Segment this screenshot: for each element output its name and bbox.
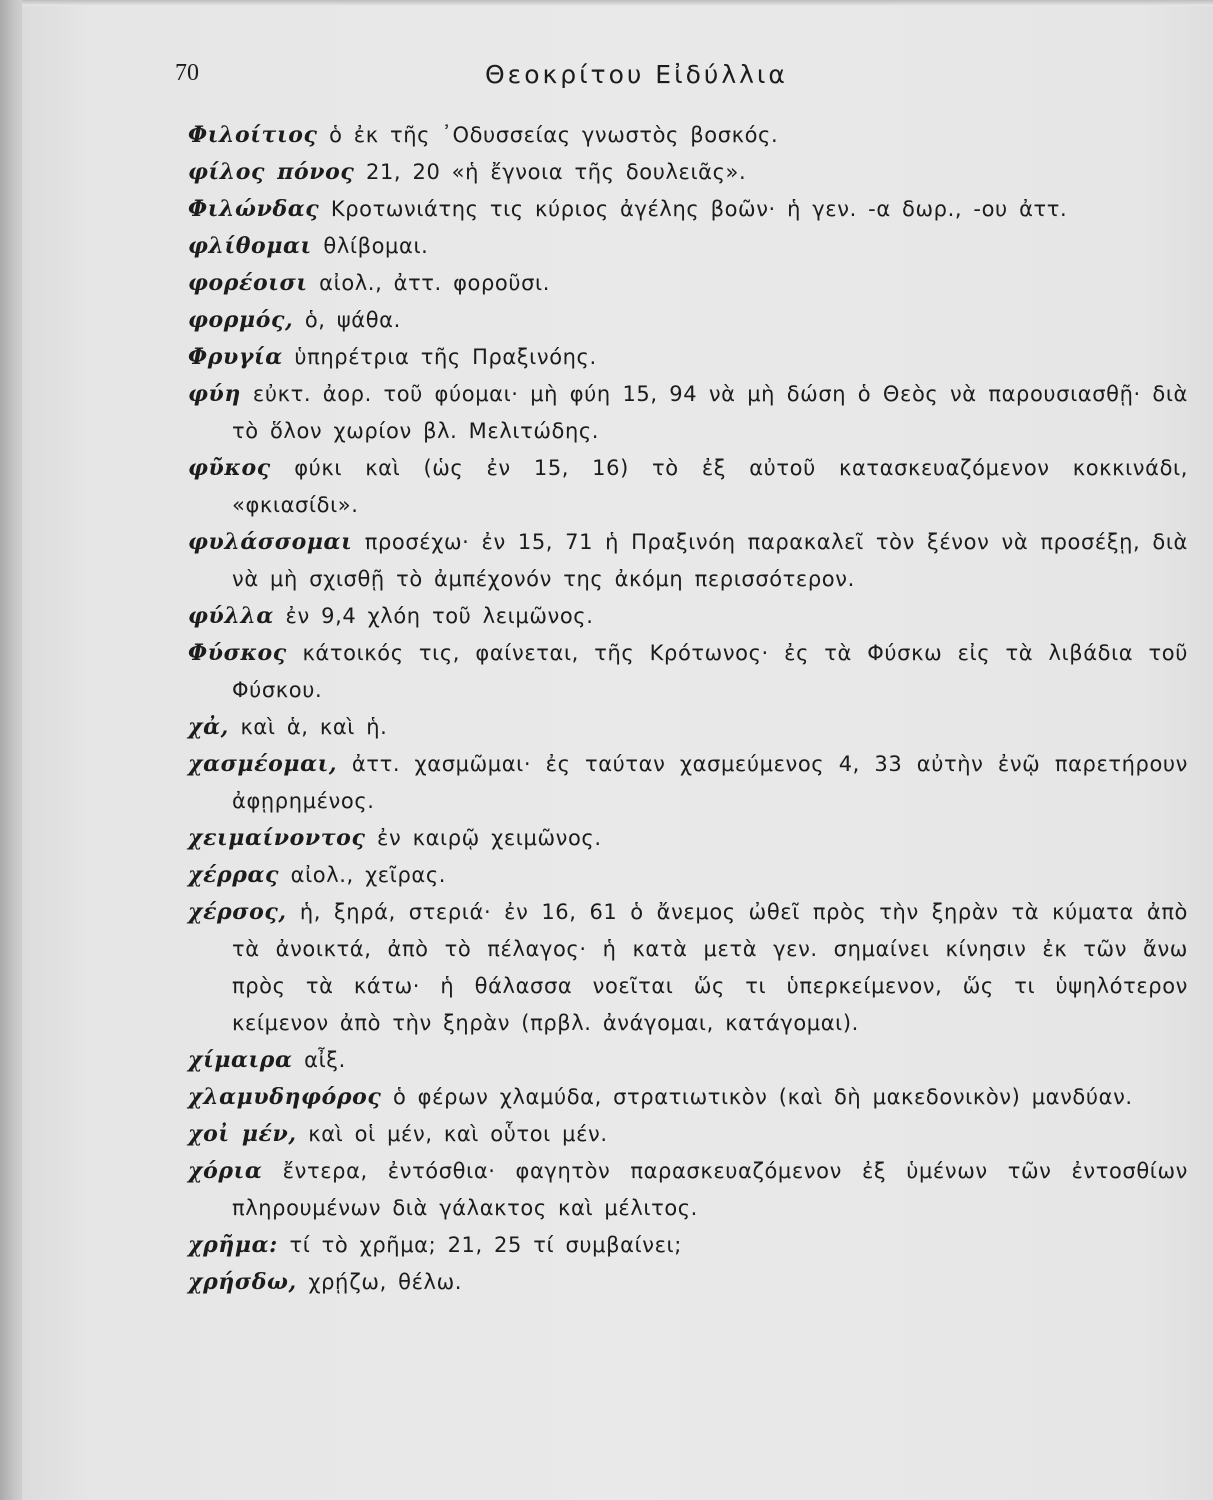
- entry-lemma: Φρυγία: [188, 344, 283, 370]
- entry-lemma: χίμαιρα: [188, 1047, 293, 1073]
- entry-lemma: χέρσος,: [188, 899, 287, 925]
- entry-lemma: Φιλώνδας: [188, 196, 320, 222]
- glossary-entry: [188, 339, 1188, 376]
- glossary-entry: [188, 1116, 1188, 1153]
- entry-lemma: χρήσδω,: [188, 1269, 297, 1295]
- entry-definition: ἐν καιρῷ χειμῶνος.: [377, 826, 602, 850]
- entry-definition: θλίβομαι.: [323, 234, 429, 258]
- glossary-entry: [188, 154, 1188, 191]
- entry-definition: αἰολ., χεῖρας.: [290, 863, 447, 887]
- entry-lemma: φορέοισι: [188, 270, 308, 296]
- glossary-entry: [188, 524, 1188, 598]
- entry-definition: τί τὸ χρῆμα; 21, 25 τί συμβαίνει;: [289, 1233, 682, 1257]
- entry-lemma: φίλος πόνος: [188, 159, 355, 185]
- entry-lemma: χοἰ μέν,: [188, 1121, 297, 1147]
- entry-definition: χρῄζω, θέλω.: [308, 1270, 463, 1294]
- entry-definition: φύκι καὶ (ὡς ἐν 15, 16) τὸ ἐξ αὐτοῦ κατασκευαζόμενον κοκκινάδι, «φκιασίδι».: [232, 456, 1189, 517]
- glossary-entry: [188, 1079, 1188, 1116]
- page-binding-edge: [0, 0, 22, 1500]
- running-title: Θεοκρίτου Εἰδύλλια: [485, 60, 788, 89]
- entry-lemma: φῦκος: [188, 455, 271, 481]
- entry-lemma: Φιλοίτιος: [188, 122, 318, 148]
- glossary-entry: [188, 1153, 1188, 1227]
- glossary-entry: [188, 709, 1188, 746]
- entry-definition: κάτοικός τις, φαίνεται, τῆς Κρότωνος· ἐς τὰ Φύσκω εἰς τὰ λιβάδια τοῦ Φύσκου.: [232, 641, 1188, 702]
- glossary-entry: [188, 1264, 1188, 1301]
- entry-definition: ἐν 9,4 χλόη τοῦ λειμῶνος.: [285, 604, 594, 628]
- glossary-entry: [188, 598, 1188, 635]
- entry-lemma: χλαμυδηφόρος: [188, 1084, 382, 1110]
- entry-definition: ὁ φέρων χλαμύδα, στρατιωτικὸν (καὶ δὴ μακεδονικὸν) μανδύαν.: [392, 1085, 1133, 1109]
- entry-definition: προσέχω· ἐν 15, 71 ἡ Πραξινόη παρακαλεῖ τὸν ξένον νὰ προσέξῃ, διὰ νὰ μὴ σχισθῇ τὸ ἀμπέχονόν της ἀκόμη περισσότερον.: [232, 530, 1188, 591]
- entry-definition: ὁ ἐκ τῆς ᾿Οδυσσείας γνωστὸς βοσκός.: [329, 123, 779, 147]
- entry-definition: Κροτωνιάτης τις κύριος ἀγέλης βοῶν· ἡ γεν. -α δωρ., -ου ἀττ.: [330, 197, 1068, 221]
- glossary-entry: [188, 302, 1188, 339]
- glossary-entry: [188, 376, 1188, 450]
- entry-definition: ἔντερα, ἐντόσθια· φαγητὸν παρασκευαζόμενον ἐξ ὑμένων τῶν ἐντοσθίων πληρουμένων διὰ γάλακτος καὶ μέλιτος.: [232, 1159, 1188, 1220]
- page-header: [175, 60, 1175, 100]
- glossary-entry: [188, 1227, 1188, 1264]
- glossary-entry: [188, 857, 1188, 894]
- entry-lemma: φορμός,: [188, 307, 294, 333]
- entry-lemma: χἀ,: [188, 714, 229, 740]
- entry-definition: αἶξ.: [304, 1048, 346, 1072]
- glossary-entry: [188, 265, 1188, 302]
- entry-lemma: φύλλα: [188, 603, 274, 629]
- glossary-entry: [188, 450, 1188, 524]
- entry-definition: ὁ, ψάθα.: [304, 308, 401, 332]
- entry-definition: καὶ οἱ μέν, καὶ οὗτοι μέν.: [308, 1122, 608, 1146]
- glossary-entry: [188, 117, 1188, 154]
- entry-lemma: χασμέομαι,: [188, 751, 338, 777]
- entry-lemma: χέρρας: [188, 862, 280, 888]
- entry-lemma: χρῆμα:: [188, 1232, 278, 1258]
- entry-definition: ἀττ. χασμῶμαι· ἐς ταύταν χασμεύμενος 4, 33 αὐτὴν ἐνῷ παρετήρουν ἀφῃρημένος.: [232, 752, 1189, 813]
- glossary-entry: [188, 191, 1188, 228]
- glossary-entry: [188, 635, 1188, 709]
- entry-definition: εὐκτ. ἀορ. τοῦ φύομαι· μὴ φύη 15, 94 νὰ μὴ δώση ὁ Θεὸς νὰ παρουσιασθῇ· διὰ τὸ ὅλον χωρίον βλ. Μελιτώδης.: [232, 382, 1188, 443]
- entry-lemma: χειμαίνοντος: [188, 825, 366, 851]
- entry-lemma: φυλάσσομαι: [188, 529, 353, 555]
- entry-definition: 21, 20 «ἡ ἔγνοια τῆς δουλειᾶς».: [366, 160, 747, 184]
- glossary-entry: [188, 746, 1188, 820]
- glossary-entry: [188, 228, 1188, 265]
- entry-definition: ὑπηρέτρια τῆς Πραξινόης.: [294, 345, 597, 369]
- glossary-entry: [188, 1042, 1188, 1079]
- glossary-entry: [188, 894, 1188, 1042]
- entry-definition: αἰολ., ἀττ. φοροῦσι.: [319, 271, 551, 295]
- entry-lemma: Φύσκος: [188, 640, 287, 666]
- glossary-entries: [188, 117, 1188, 1301]
- entry-definition: ἡ, ξηρά, στεριά· ἐν 16, 61 ὁ ἄνεμος ὠθεῖ πρὸς τὴν ξηρὰν τὰ κύματα ἀπὸ τὰ ἀνοικτά, ἀπὸ τὸ πέλαγος· ἡ κατὰ μετὰ γεν. σημαίνει κίνησιν ἐκ τῶν ἄνω πρὸς τὰ κάτω· ἡ θάλασσα νοεῖται ὥς τι ὑπερκείμενον, ὥς τι ὑψηλότερον κείμενον ἀπὸ τὴν ξηρὰν (πρβλ. ἀνάγομαι, κατάγομαι).: [232, 900, 1189, 1035]
- glossary-entry: [188, 820, 1188, 857]
- entry-lemma: φλίθομαι: [188, 233, 312, 259]
- entry-lemma: φύη: [188, 381, 241, 407]
- entry-definition: καὶ ἁ, καὶ ἡ.: [240, 715, 388, 739]
- page-number: 70: [175, 60, 199, 86]
- page-top-edge: [22, 0, 1213, 6]
- entry-lemma: χόρια: [188, 1158, 263, 1184]
